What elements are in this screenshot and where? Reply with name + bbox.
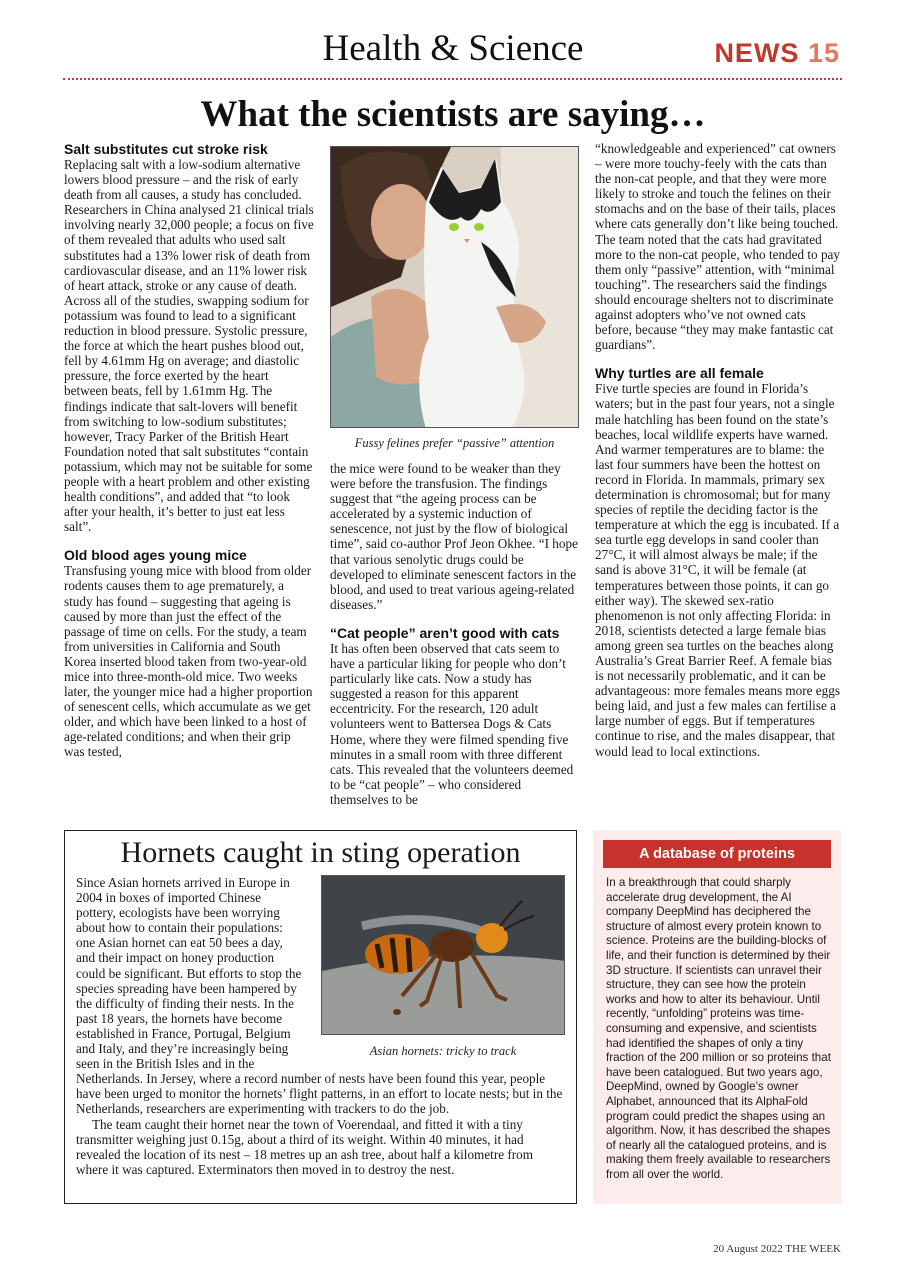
header-divider bbox=[63, 78, 842, 80]
blood-headline: Old blood ages young mice bbox=[64, 547, 247, 564]
cats-body-part2: “knowledgeable and experienced” cat owners – were more touchy-feely with the cats than the non-cat people, and that they were more likely to stroke and touch the felines on their stomachs and on the base of their tails, places where cats generally don’t like being touched. The team noted that the cats had gravitated more to the non-cat people, who tended to pay them only “passive” attention, with “minimal touching”. The researchers said the findings should encourage shelters not to discriminate against adopters who’ve not owned cats before, because “they may make fantastic cat guardians”. bbox=[595, 141, 840, 353]
hornets-title: Hornets caught in sting operation bbox=[120, 836, 521, 869]
cat-illustration bbox=[331, 147, 579, 428]
cats-headline: “Cat people” aren’t good with cats bbox=[330, 624, 560, 641]
hornet-photo-caption: Asian hornets: tricky to track bbox=[369, 1044, 517, 1058]
turtles-body: Five turtle species are found in Florida’s waters; but in the past four years, not a single male hatchling has been found on the state’s beaches, local wildlife experts have warned. And warmer temperatures are to blame: the last four summers have been the hottest on record in Florida. In mammals, primary sex determination is chromosomal; but for many species of reptile the deciding factor is the temperature at which the egg is incubated. If a sea turtle egg develops in sand cooler than 27°C, it will almost always be male; if the sand is above 31°C, it will be female (at temperatures between those points, it can go either way). The skewed sex-ratio phenomenon is not only affecting Florida: in 2018, scientists detected a large female bias among green sea turtles on the beaches along Australia’s Great Barrier Reef. A female bias is not necessarily problematic, and it can be advantageous: more females means more eggs being laid, and just a few males can fertilise a large number of eggs. But if temperatures continue to rise, and the males disappear, that would lead to local extinctions. bbox=[595, 381, 840, 759]
column-1 bbox=[64, 141, 314, 760]
salt-body: Replacing salt with a low-sodium alternative lowers blood pressure – and the risk of early death from all causes, a study has concluded. Researchers in China analysed 21 clinical trials involving nearly 32,000 people; a focus on five of them revealed that adults who used salt substitutes had a 13% lower risk of death from cardiovascular disease, and an 11% lower risk of heart attack, stroke or any cause of death. Across all of the studies, swapping sodium for potassium was found to lead to a significant reduction in blood pressure. Systolic pressure, the force at which the heart pushes blood out, fell by 4.61mm Hg on average; and diastolic pressure, the force exerted by the heart between beats, fell by 1.61mm Hg. The findings indicate that salt-lovers will benefit from switching to low-sodium substitutes; however, Tracy Parker of the British Heart Foundation noted that salt substitutes “contain potassium, which may not be suitable for some people with a heart problem and other existing health conditions”, and added that “to look after your health, it’s better to just eat less salt”. bbox=[64, 157, 314, 535]
blood-body-part2: the mice were found to be weaker than they were before the transfusion. The findings suggest that “the ageing process can be accelerated by a systemic induction of senescence, not just by the flow of biological time”, said co-author Prof Jeon Okhee. “I hope that various senolytic drugs could be developed to eliminate senescent factors in the blood, and used to treat various ageing-related diseases.” bbox=[330, 461, 578, 612]
cats-body-part1: It has often been observed that cats seem to have a particular liking for people who don’t particularly like cats. Now a study has suggested a reason for this apparent eccentricity. For the research, 120 adult volunteers went to Battersea Dogs & Cats Home, where they were filmed spending five minutes in a small room with three different cats. This revealed that the volunteers deemed to be “cat people” – who considered themselves to be bbox=[330, 640, 574, 807]
hornet-illustration bbox=[322, 876, 565, 1035]
salt-headline: Salt substitutes cut stroke risk bbox=[64, 141, 268, 157]
proteins-sidebar-body: In a breakthrough that could sharply accelerate drug development, the AI company DeepMind has deciphered the structure of almost every protein known to science. Proteins are the building-blocks of life, and their function is determined by their 3D structure. If scientists can unravel their structure, they can see how the protein works and how to alter its behaviour. Until recently, “unfolding” proteins was time-consuming and expensive, and scientists had identified the shapes of only a tiny fraction of the 200 million or so proteins that have been catalogued. But two years ago, DeepMind, owned by Google’s owner Alphabet, announced that its AlphaFold program could predict the shapes using an algorithm. Now, it has described the shapes of nearly all the catalogued proteins, and is making them freely available to researchers from all over the world. bbox=[606, 876, 831, 1181]
cat-photo bbox=[330, 146, 579, 428]
turtles-headline: Why turtles are all female bbox=[595, 365, 764, 382]
hornet-photo bbox=[321, 875, 565, 1035]
column-2 bbox=[330, 461, 580, 807]
proteins-sidebar-title: A database of proteins bbox=[603, 840, 831, 868]
page-footer: 20 August 2022 THE WEEK bbox=[713, 1243, 841, 1255]
proteins-sidebar bbox=[593, 830, 841, 1204]
news-label-text: NEWS bbox=[714, 38, 800, 68]
news-label bbox=[714, 36, 840, 70]
hornets-para-1: Since Asian hornets arrived in Europe in 2004 in boxes of imported Chinese pottery, ecologists have been worrying about how to contain their populations: one Asian hornet can eat 50 bees a day, and their impact on honey production could be significant. But efforts to stop the species spreading have been hampered by the difficulty of finding their nests. In the past 18 years, the hornets have become established in France, Portugal, Belgium and Italy, and they’re increasingly being seen in the British Isles and in the Netherlands. In Jersey, where a record number of nests have been found this year, people have been urged to monitor the hornets’ flight patterns, in an effort to locate nests; but in the Netherlands, researchers are experimenting with trackers to do the job. bbox=[76, 875, 563, 1117]
blood-body-part1: Transfusing young mice with blood from older rodents causes them to age prematurely, a study has found – suggesting that ageing is caused by more than just the effect of the passage of time on cells. For the study, a team from universities in California and South Korea inserted blood taken from two-year-old mice into three-month-old mice. Two weeks later, the younger mice had a higher proportion of senescent cells, which accumulate as we get older, and which have been linked to a host of age-related conditions; and when their grip was tested, bbox=[64, 563, 313, 760]
column-3 bbox=[595, 141, 843, 759]
page-number: 15 bbox=[807, 38, 840, 68]
section-title: Health & Science bbox=[322, 28, 584, 69]
cat-photo-caption: Fussy felines prefer “passive” attention bbox=[354, 436, 555, 450]
main-heading: What the scientists are saying… bbox=[200, 94, 706, 135]
hornets-para-2: The team caught their hornet near the town of Voerendaal, and fitted it with a tiny transmitter weighing just 0.15g, about a third of its weight. Within 40 minutes, it had revealed the location of its nest – 18 metres up an ash tree, about half a kilometre from where it was captured. Exterminators then moved in to destroy the nest. bbox=[76, 1116, 534, 1177]
